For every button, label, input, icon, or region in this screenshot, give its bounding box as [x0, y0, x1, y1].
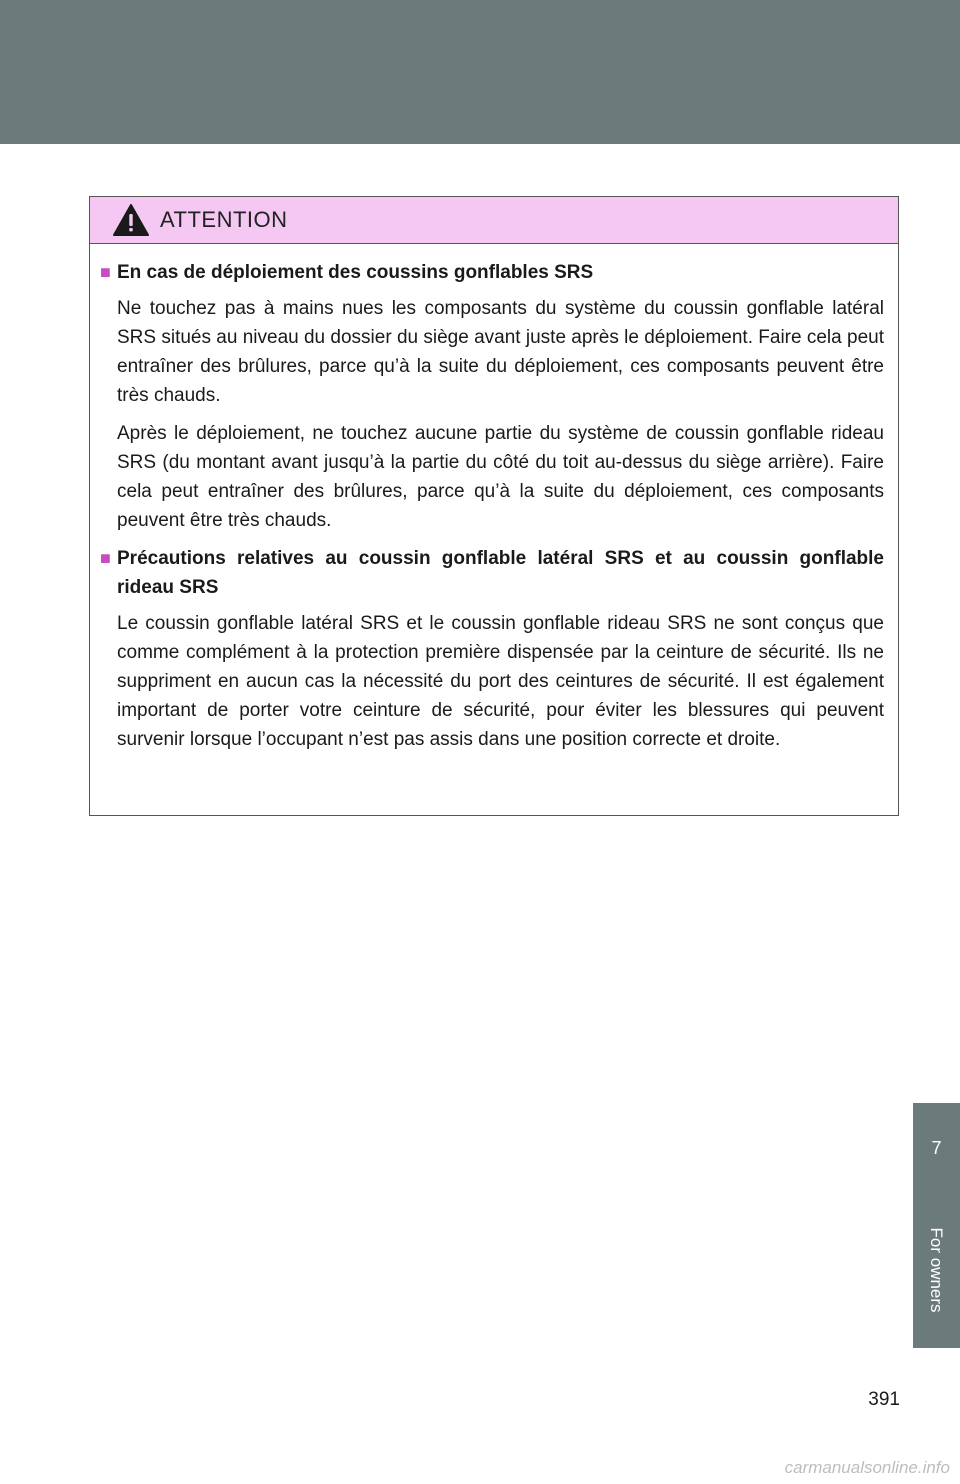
caution-title: ATTENTION	[160, 207, 288, 232]
caution-box	[89, 196, 899, 816]
caution-body	[90, 244, 898, 754]
section-heading	[100, 544, 884, 602]
section-heading-text: Précautions relatives au coussin gonflable latéral SRS et au coussin gonflable rideau SRS	[117, 548, 884, 598]
paragraph: Le coussin gonflable latéral SRS et le coussin gonflable rideau SRS ne sont conçus que comme complément à la protection première dispensée par la ceinture de sécurité. Ils ne suppriment en aucun cas la nécessité du port des ceintures de sécurité. Il est également important de porter votre ceinture de sécurité, pour éviter les blessures qui peuvent survenir lorsque l’occupant n’est pas assis dans une position correcte et droite.	[117, 613, 884, 750]
square-bullet-icon: ■	[100, 548, 111, 568]
paragraph: Après le déploiement, ne touchez aucune partie du système de coussin gonflable rideau SRS (du montant avant jusqu’à la partie du côté du toit au-dessus du siège arrière). Faire cela peut entraîner des brûlures, parce qu’à la suite du déploiement, ces composants peuvent être très chauds.	[117, 423, 884, 531]
caution-header	[90, 197, 898, 244]
chapter-label: For owners	[927, 1227, 946, 1313]
page-number: 391	[868, 1389, 900, 1410]
paragraph: Ne touchez pas à mains nues les composants du système du coussin gonflable latéral SRS situés au niveau du dossier du siège avant juste après le déploiement. Faire cela peut entraîner des brûlures, parce qu’à la suite du déploiement, ces composants peuvent être très chauds.	[117, 298, 884, 406]
section-heading-text: En cas de déploiement des coussins gonflables SRS	[117, 262, 594, 283]
square-bullet-icon: ■	[100, 262, 111, 282]
warning-triangle-icon	[112, 203, 150, 237]
watermark: carmanualsonline.info	[784, 1458, 950, 1477]
chapter-number: 7	[931, 1138, 942, 1158]
section-heading	[100, 258, 884, 287]
top-band	[0, 0, 960, 144]
